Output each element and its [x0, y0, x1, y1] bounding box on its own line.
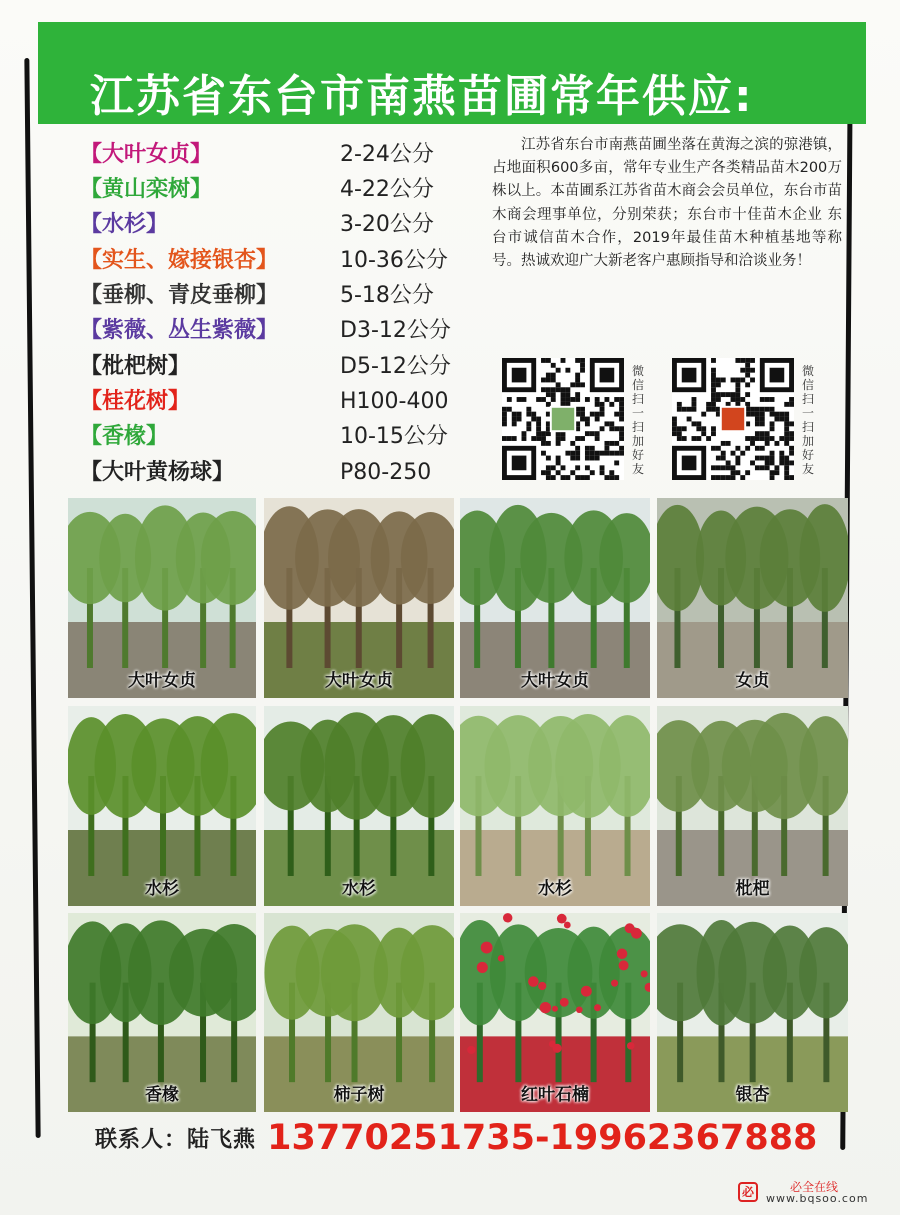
photo-label: 大叶女贞 [325, 671, 393, 691]
product-name: 【大叶女贞】 [80, 142, 213, 167]
qr-code-icon [672, 358, 794, 480]
product-row [80, 456, 480, 490]
product-size: 4-22公分 [340, 177, 434, 202]
tree-photo [264, 706, 454, 906]
product-size: D3-12公分 [340, 318, 451, 343]
product-size: 10-36公分 [340, 248, 448, 273]
product-size: 3-20公分 [340, 212, 434, 237]
product-row [80, 208, 480, 242]
product-name: 【大叶黄杨球】 [80, 460, 235, 485]
product-name: 【枇杷树】 [80, 354, 191, 379]
product-name: 【香椽】 [80, 424, 169, 449]
contact-line [95, 1118, 817, 1168]
product-name: 【紫薇、丛生紫薇】 [80, 318, 279, 343]
photo-label: 水杉 [538, 879, 572, 899]
product-name: 【黄山栾树】 [80, 177, 213, 202]
watermark-logo-icon: 必 [738, 1182, 758, 1202]
tree-photo [68, 498, 256, 698]
photo-label: 水杉 [145, 879, 179, 899]
contact-phone[interactable]: 13770251735-19962367888 [267, 1118, 818, 1158]
watermark-url: www.bqsoo.com [766, 1192, 869, 1205]
product-row [80, 314, 480, 348]
tree-photo [68, 706, 256, 906]
photo-label: 香椽 [145, 1085, 179, 1105]
tree-photo [460, 706, 650, 906]
watermark-text: 必全在线 [790, 1180, 839, 1194]
product-size: 5-18公分 [340, 283, 434, 308]
wechat-qr-block [672, 358, 822, 483]
tree-photo [657, 498, 848, 698]
page-title: 江苏省东台市南燕苗圃常年供应: [90, 71, 754, 122]
product-name: 【桂花树】 [80, 389, 191, 414]
tree-photo [657, 706, 848, 906]
tree-photo [460, 913, 650, 1112]
product-name: 【垂柳、青皮垂柳】 [80, 283, 279, 308]
watermark [738, 1178, 888, 1208]
tree-photo [264, 913, 454, 1112]
product-row [80, 138, 480, 172]
qr-caption: 微信扫一扫加好友 [632, 364, 645, 476]
product-size: H100-400 [340, 389, 449, 414]
product-size: P80-250 [340, 460, 432, 485]
product-size: 2-24公分 [340, 142, 434, 167]
photo-label: 红叶石楠 [521, 1085, 589, 1105]
photo-label: 银杏 [735, 1085, 770, 1105]
product-row [80, 385, 480, 419]
photo-label: 枇杷 [735, 879, 770, 899]
hand-drawn-left-border [24, 58, 40, 1138]
product-row [80, 244, 480, 278]
nursery-introduction: 江苏省东台市南燕苗圃坐落在黄海之滨的弶港镇，占地面积600多亩，常年专业生产各类精品苗木200万株以上。本苗圃系江苏省苗木商会会员单位，东台市苗木商会理事单位，分别荣获；东台市十佳苗木企业 东台市诚信苗木合作，2019年最佳苗木种植基地等称号。热诚欢迎广大新老客户惠顾指导和洽谈业务！ [492, 137, 842, 270]
product-row [80, 173, 480, 207]
tree-photo [657, 913, 848, 1112]
tree-photo [460, 498, 650, 698]
product-size: D5-12公分 [340, 354, 451, 379]
product-name: 【实生、嫁接银杏】 [80, 248, 279, 273]
qr-code-icon [502, 358, 624, 480]
contact-label: 联系人：陆飞燕 [95, 1127, 257, 1153]
product-size: 10-15公分 [340, 424, 448, 449]
photo-label: 大叶女贞 [521, 671, 589, 691]
product-row [80, 279, 480, 313]
product-row [80, 350, 480, 384]
wechat-qr-block [502, 358, 652, 483]
qr-caption: 微信扫一扫加好友 [802, 364, 815, 476]
photo-label: 柿子树 [333, 1085, 385, 1105]
photo-label: 水杉 [342, 879, 376, 899]
photo-label: 大叶女贞 [128, 671, 196, 691]
product-row [80, 420, 480, 454]
tree-photo [68, 913, 256, 1112]
tree-photo [264, 498, 454, 698]
photo-label: 女贞 [735, 671, 770, 691]
product-name: 【水杉】 [80, 212, 169, 237]
